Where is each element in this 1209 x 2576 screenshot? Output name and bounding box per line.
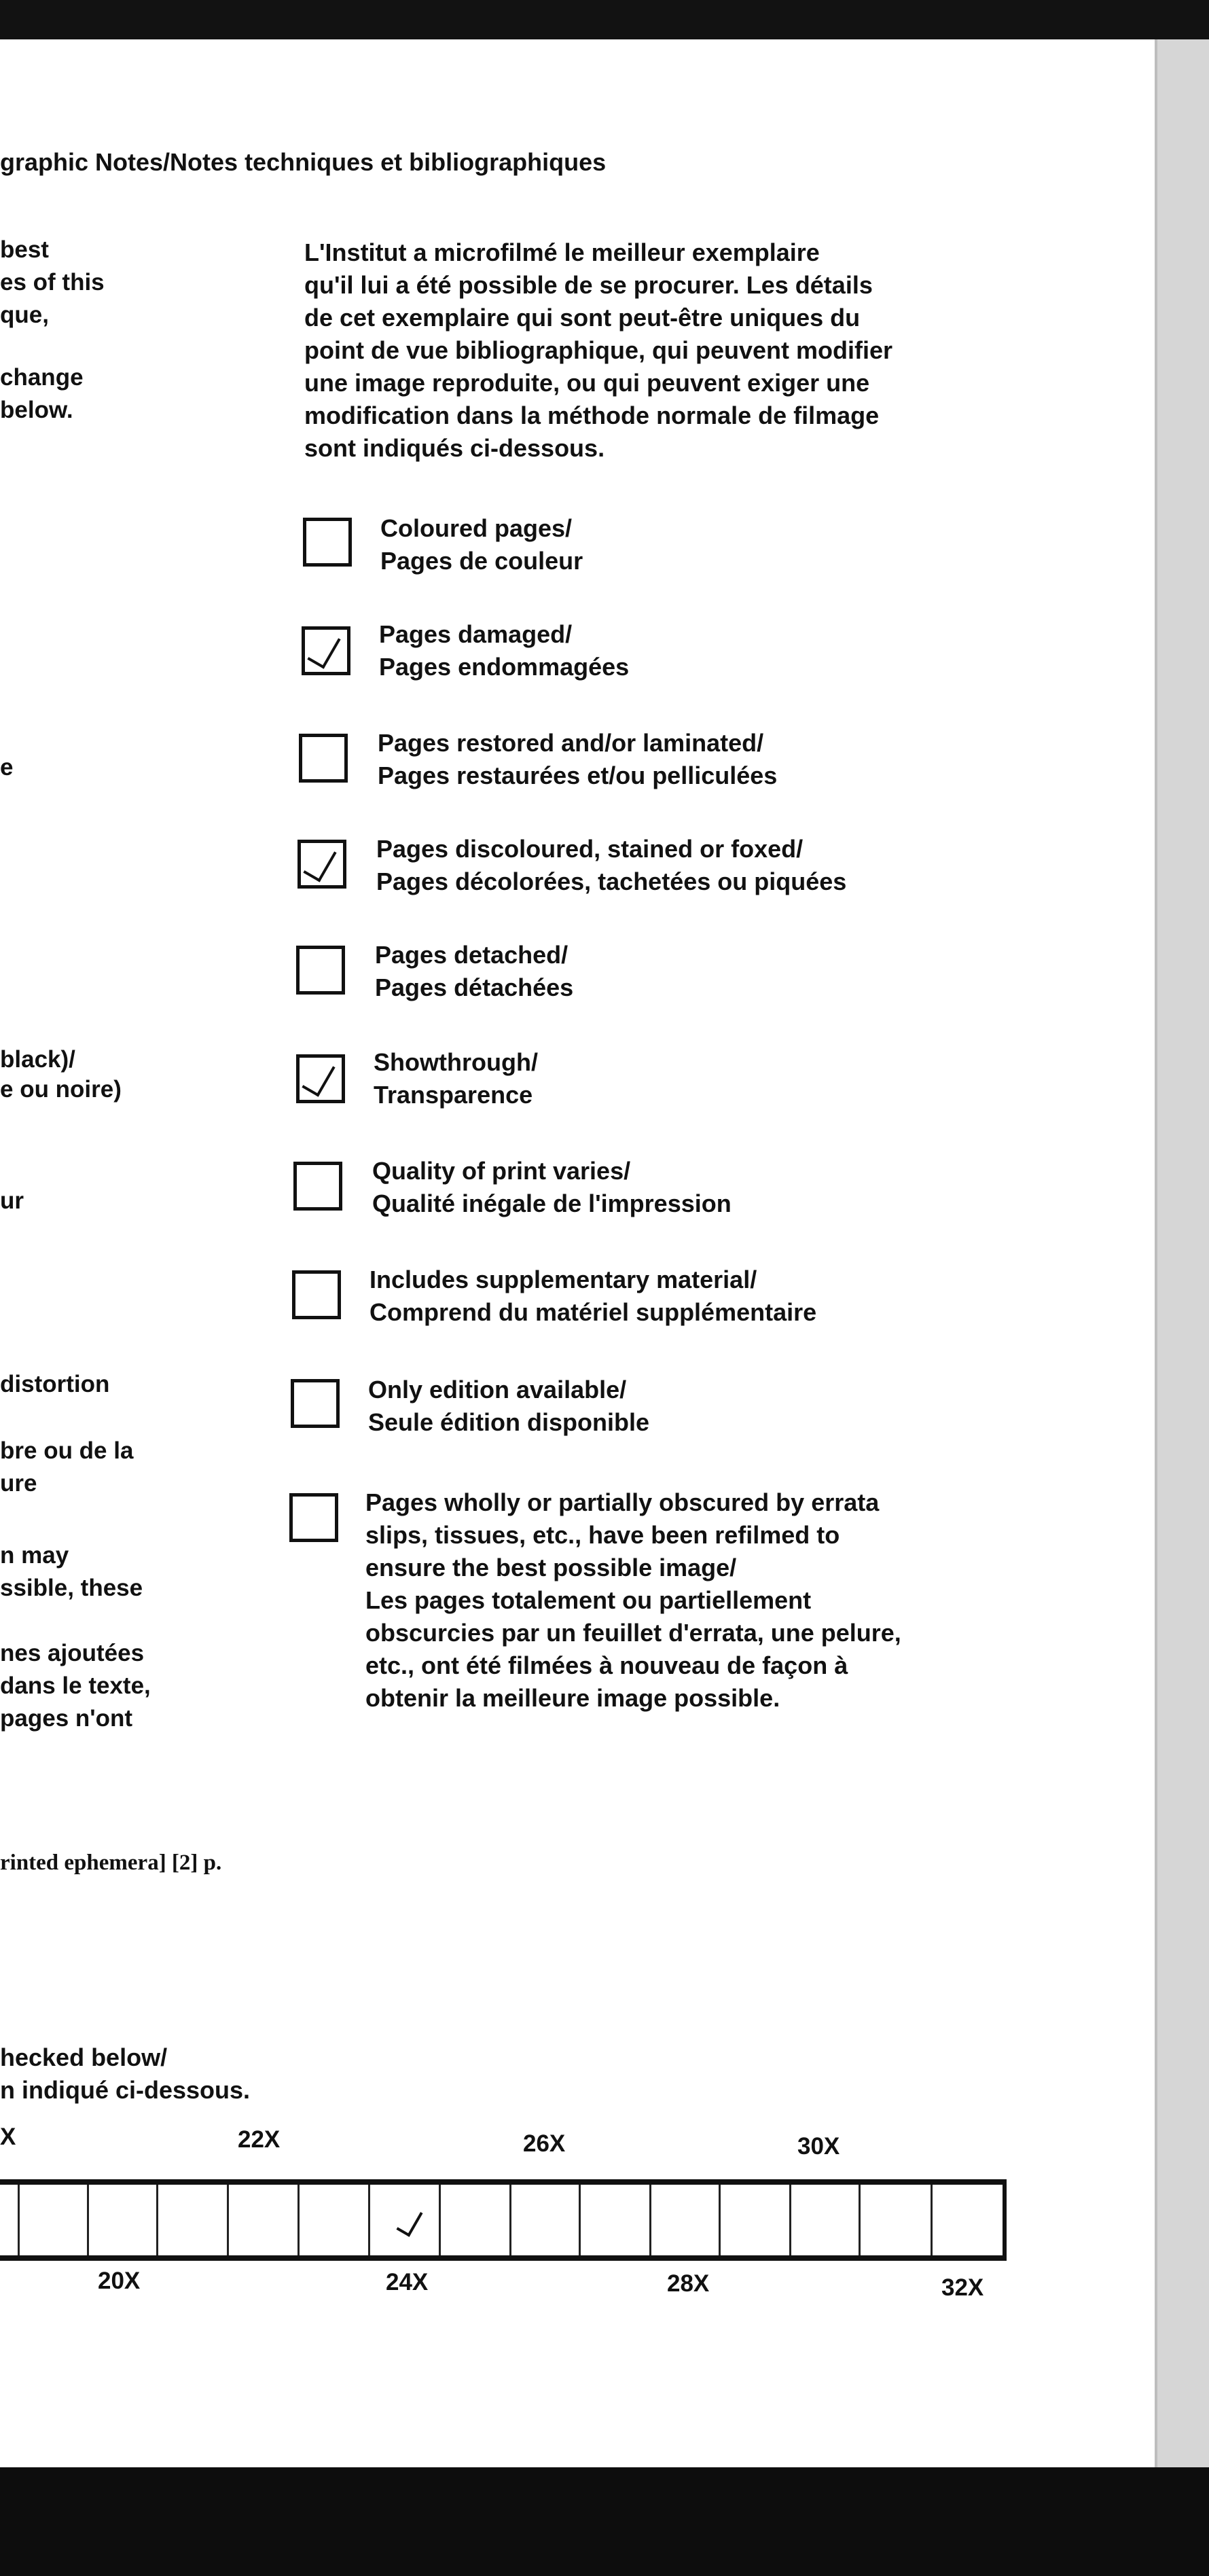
reduction-note-fr: n indiqué ci-dessous. [0, 2076, 251, 2104]
option-line: Pages wholly or partially obscured by errata [365, 1488, 880, 1516]
option-label-fr: Comprend du matériel supplémentaire [369, 1298, 817, 1326]
ratio-label: 20X [98, 2268, 141, 2294]
option-label-fr: Pages de couleur [380, 547, 583, 575]
checkbox-supplementary-material[interactable] [292, 1270, 341, 1319]
ratio-label: 28X [667, 2270, 710, 2297]
checkbox-showthrough[interactable] [296, 1054, 345, 1103]
left-fragment: nes ajoutées [0, 1640, 145, 1666]
checkbox-coloured-pages[interactable] [303, 518, 352, 567]
option-supplementary-material [369, 1264, 816, 1329]
ephemera-note: rinted ephemera] [2] p. [0, 1850, 222, 1875]
checkbox-quality-of-print[interactable] [293, 1162, 342, 1211]
option-pages-damaged [379, 618, 629, 683]
option-label-fr: Pages détachées [375, 973, 574, 1001]
option-line: obtenir la meilleure image possible. [365, 1684, 780, 1712]
scan-top-border [0, 0, 1209, 39]
option-pages-discoloured [376, 833, 846, 898]
ratio-cell[interactable] [87, 2185, 89, 2255]
left-fragment: ssible, these [0, 1575, 143, 1601]
left-fragment: black)/ [0, 1046, 75, 1073]
left-fragment: dans le texte, [0, 1672, 151, 1699]
ratio-cell[interactable] [719, 2185, 721, 2255]
option-errata-obscured [365, 1486, 901, 1715]
ratio-cell[interactable] [227, 2185, 229, 2255]
ratio-cell[interactable] [579, 2185, 581, 2255]
scan-right-edge [1155, 39, 1209, 2467]
check-mark-icon [302, 1058, 335, 1096]
checkbox-pages-discoloured[interactable] [297, 840, 346, 889]
check-mark-icon [396, 2206, 422, 2237]
option-line: ensure the best possible image/ [365, 1554, 737, 1581]
option-label-fr: Pages restaurées et/ou pelliculées [378, 762, 778, 789]
ratio-cell[interactable] [649, 2185, 651, 2255]
option-line: etc., ont été filmées à nouveau de façon à [365, 1651, 848, 1679]
option-pages-detached [375, 939, 573, 1004]
option-only-edition [368, 1374, 649, 1439]
intro-line: point de vue bibliographique, qui peuvent modifier [304, 336, 893, 364]
intro-paragraph [304, 236, 892, 465]
checkbox-pages-restored[interactable] [299, 734, 348, 783]
checkbox-errata-obscured[interactable] [289, 1493, 338, 1542]
intro-line: L'Institut a microfilmé le meilleur exemplaire [304, 238, 820, 266]
option-quality-of-print [372, 1155, 732, 1220]
ratio-cell[interactable] [156, 2185, 158, 2255]
left-fragment: que, [0, 302, 49, 328]
check-mark-icon [307, 630, 340, 668]
ratio-cell[interactable] [931, 2185, 933, 2255]
option-pages-restored [378, 727, 777, 792]
left-fragment: ure [0, 1470, 37, 1497]
ratio-label: 22X [238, 2126, 281, 2153]
option-coloured-pages [380, 512, 583, 577]
ratio-cell[interactable] [297, 2185, 300, 2255]
intro-line: qu'il lui a été possible de se procurer. Les détails [304, 271, 873, 299]
checkbox-only-edition[interactable] [291, 1379, 340, 1428]
intro-line: modification dans la méthode normale de filmage [304, 401, 880, 429]
left-fragment: bre ou de la [0, 1437, 134, 1464]
left-fragment: es of this [0, 269, 105, 296]
left-fragment: change [0, 364, 84, 391]
option-label-en: Pages discoloured, stained or foxed/ [376, 835, 804, 863]
ratio-cell[interactable] [18, 2185, 20, 2255]
option-label-fr: Pages endommagées [379, 653, 630, 681]
option-label-en: Pages damaged/ [379, 620, 573, 648]
checkbox-pages-detached[interactable] [296, 946, 345, 995]
ratio-label: 30X [797, 2133, 840, 2160]
ratio-cell[interactable] [789, 2185, 791, 2255]
intro-line: une image reproduite, ou qui peuvent exiger une [304, 369, 870, 397]
scan-bottom-border [0, 2467, 1209, 2576]
left-fragment: pages n'ont [0, 1705, 132, 1732]
intro-line: sont indiqués ci-dessous. [304, 434, 605, 462]
left-fragment: below. [0, 397, 73, 423]
left-fragment: n may [0, 1542, 69, 1569]
option-label-fr: Pages décolorées, tachetées ou piquées [376, 867, 847, 895]
ratio-cell[interactable] [368, 2185, 370, 2255]
left-fragment: ur [0, 1187, 24, 1214]
option-label-en: Coloured pages/ [380, 514, 573, 542]
left-fragment: distortion [0, 1371, 110, 1397]
reduction-ratio-strip [0, 2179, 1007, 2261]
option-label-en: Only edition available/ [368, 1376, 627, 1403]
option-label-fr: Transparence [374, 1081, 533, 1109]
check-mark-icon [303, 843, 336, 882]
ratio-label: 32X [941, 2274, 984, 2301]
option-label-en: Includes supplementary material/ [369, 1266, 757, 1293]
page-header: graphic Notes/Notes techniques et bibliographiques [0, 148, 607, 176]
ratio-label: 24X [386, 2269, 429, 2295]
option-line: obscurcies par un feuillet d'errata, une pelure, [365, 1619, 901, 1647]
ratio-label: X [0, 2124, 16, 2150]
option-label-en: Quality of print varies/ [372, 1157, 631, 1185]
left-fragment: e [0, 754, 14, 781]
left-fragment: best [0, 236, 49, 263]
checkbox-pages-damaged[interactable] [302, 626, 350, 675]
left-intro-fragment [0, 234, 105, 332]
intro-line: de cet exemplaire qui sont peut-être uniques du [304, 304, 861, 332]
option-label-fr: Qualité inégale de l'impression [372, 1189, 732, 1217]
option-showthrough [374, 1046, 538, 1111]
option-label-en: Pages detached/ [375, 941, 569, 969]
ratio-cell[interactable] [509, 2185, 511, 2255]
option-line: slips, tissues, etc., have been refilmed to [365, 1521, 840, 1549]
reduction-note-en: hecked below/ [0, 2043, 168, 2071]
option-label-fr: Seule édition disponible [368, 1408, 650, 1436]
ratio-cell[interactable] [439, 2185, 441, 2255]
left-fragment: e ou noire) [0, 1076, 122, 1103]
ratio-label: 26X [523, 2130, 566, 2157]
option-label-en: Showthrough/ [374, 1048, 538, 1076]
option-label-en: Pages restored and/or laminated/ [378, 729, 764, 757]
option-line: Les pages totalement ou partiellement [365, 1586, 812, 1614]
ratio-cell[interactable] [859, 2185, 861, 2255]
